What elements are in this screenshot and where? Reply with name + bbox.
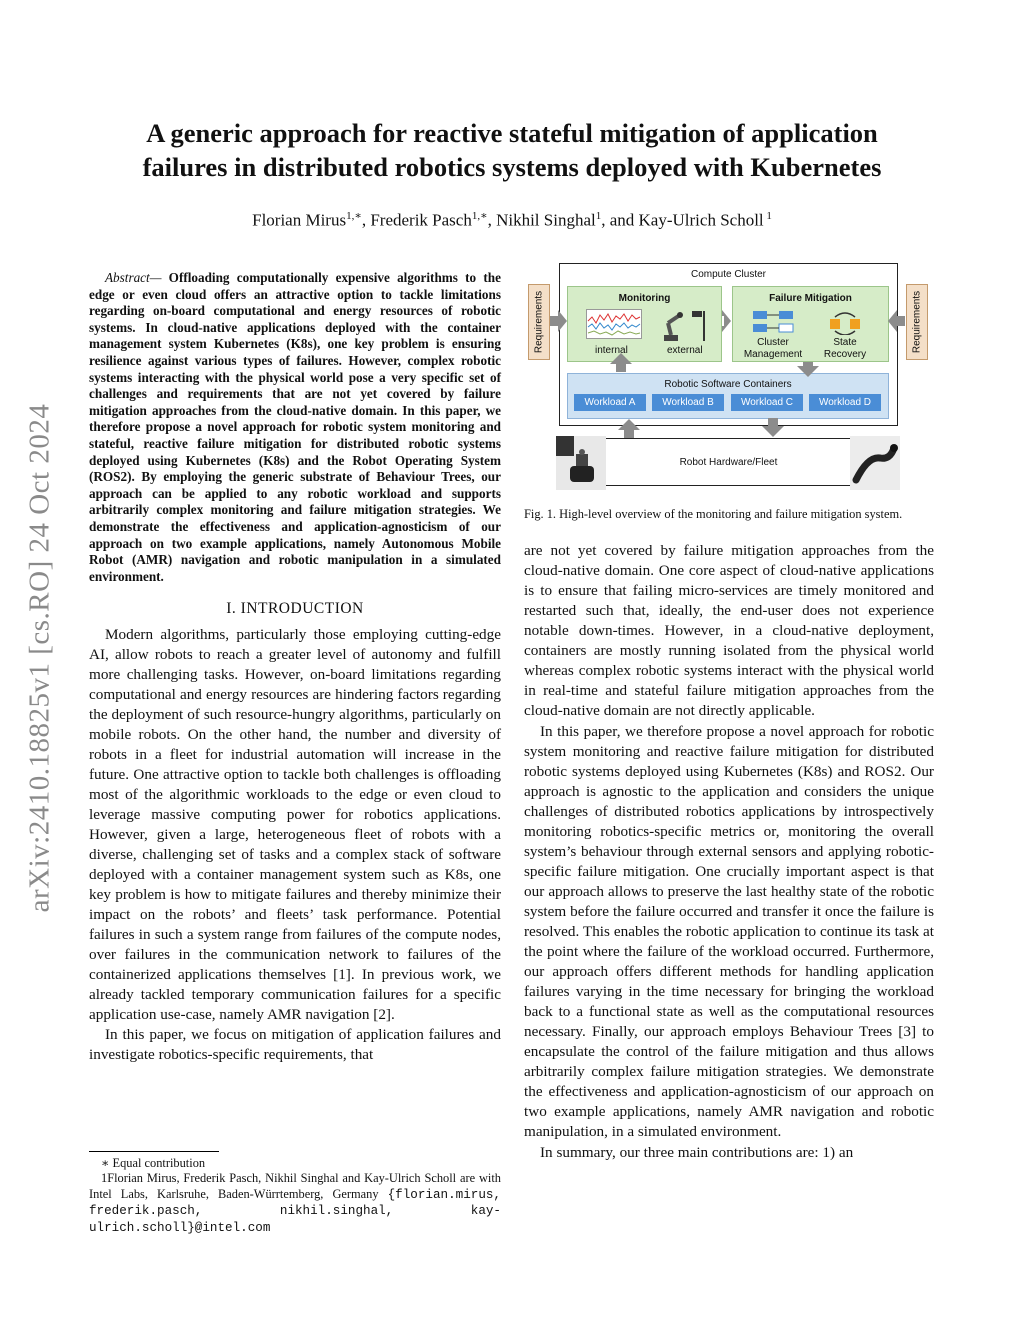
monitoring-label: Monitoring — [618, 293, 671, 304]
failure-mitigation-label: Failure Mitigation — [769, 293, 852, 304]
workload-d: Workload D — [809, 394, 881, 411]
author-affiliation: 1 — [595, 210, 602, 222]
author-separator: , — [361, 210, 371, 230]
arrow-req-right-to-mitigation — [888, 310, 905, 332]
footnote-equal-contribution: ∗ Equal contribution — [101, 1156, 206, 1170]
intro-paragraph-1: Modern algorithms, particularly those employing cutting-edge AI, allow robots to reach a greater level of autonomy and fulfill more challenging tasks. However, on-board limitations regarding computational and energy resources are hindering factors regarding the deployment of such resource-hungry algorithms, particularly on mobile robots. On the other hand, the number and diversity of robots in a fleet for industrial automation will increase in the future. One attractive option to tackle both challenges is offloading most of the algorithmic workloads to the edge or even cloud to leverage massive computing power for robotics applications. However, given a large, heterogeneous fleet of robots with a diverse, challenging set of tasks and a complex stack of software deployed with a container management system such as K8s, one key problem is how to mitigate failures and thereby minimize their impact on the robots’ and fleets’ task performance. Potential failures in such a system range from failures of the compute nodes, over failures in the communication network to failures of the containerized applications themselves [1]. In previous work, we already tackled temporary communication failures for a specific application use-case, namely AMR navigation [2]. — [89, 626, 501, 1024]
author-name: Kay-Ulrich Scholl — [638, 210, 764, 230]
arrow-containers-to-monitoring — [610, 353, 632, 372]
workload-c: Workload C — [731, 394, 803, 411]
robot-hardware-label: Robot Hardware/Fleet — [679, 457, 778, 468]
cluster-management-line-2: Management — [743, 349, 803, 360]
author-name: Frederik Pasch — [370, 210, 472, 230]
footnote-rule — [89, 1151, 219, 1152]
footnote-affiliation-text: 1Florian Mirus, Frederik Pasch, Nikhil Singhal and Kay-Ulrich Scholl are with Intel Labs, Karlsruhe, Baden-Würrtemberg, Germany — [89, 1171, 501, 1201]
requirements-left-label: Requirements — [533, 290, 545, 354]
cluster-management-line-1: Cluster — [757, 337, 789, 348]
arrow-containers-to-hardware — [762, 418, 784, 437]
author-affiliation: 1 — [763, 210, 772, 222]
arxiv-identifier — [0, 0, 70, 1325]
workload-a: Workload A — [574, 394, 646, 411]
internal-label: internal — [595, 345, 628, 356]
compute-cluster-label: Compute Cluster — [690, 269, 767, 280]
footnote-emails: {florian.mirus, frederik.pasch, nikhil.singhal, kay-ulrich.scholl}@intel.com — [89, 1187, 501, 1235]
abstract-lead: Abstract— — [105, 270, 162, 285]
arrow-mitigation-to-containers — [797, 362, 819, 377]
arxiv-id-text: arXiv:2410.18825v1 [cs.RO] 24 Oct 2024 — [23, 403, 56, 913]
arrow-req-left-to-monitoring — [550, 310, 567, 332]
right-paragraph-2: In this paper, we therefore propose a novel approach for robotic system monitoring and reactive failure mitigation for distributed robotic systems deployed using Kubernetes (K8s) and ROS2. Our approach is agnostic to the application and considers the unique challenges of distributed robotics applications by introspectively monitoring robotics-specific metrics or, monitoring the overall system’s behaviour through external sensors and applying robotic-specific failure mitigation. One crucially important aspect is that our approach allows to preserve the last healthy state of the robotic system before the failure occurred and transfer it once the failure is resolved. This enables the robotic application to continue its task at the point where the failure of the workload occurred. Furthermore, our approach offers different methods for handling application failures varying in the time necessary for bringing the workload back to a functional state as well as the computational resources necessary. Finally, our approach employs Behaviour Trees [3] to encapsulate the control of the failure mitigation and thus allows arbitrarily complex failure mitigation strategies. We demonstrate the effectiveness and application-agnosticism of our approach on two example applications, namely AMR navigation and robotic manipulation, in a simulated environment. — [524, 723, 934, 1140]
figure-caption: Fig. 1. High-level overview of the monitoring and failure mitigation system. — [524, 507, 903, 521]
paper-title — [100, 116, 924, 184]
author-name: Florian Mirus — [252, 210, 347, 230]
external-label: external — [667, 345, 703, 356]
author-separator: , — [487, 210, 497, 230]
author-name: Nikhil Singhal — [496, 210, 596, 230]
author-affiliation: 1,∗ — [346, 210, 362, 222]
author-list — [100, 209, 924, 231]
footnote-affiliation — [89, 1171, 501, 1236]
left-column — [89, 270, 501, 1065]
right-column — [524, 541, 934, 1163]
abstract-body: Offloading computationally expensive algorithms to the edge or even cloud offers an attractive option to tackle limitations regarding on-board computational and energy resources of robotic systems. In cloud-native applications deployed with the container management system Kubernetes (K8s), one key problem is ensuring resilience against various types of failures. However, complex robotic systems interacting with the physical world pose a very specific set of challenges and requirements that are not yet covered by failure mitigation approaches from the cloud-native domain. In this paper, we therefore propose a novel approach for robotic system monitoring and stateful, reactive failure mitigation for distributed robotic systems deployed using Kubernetes (K8s) and the Robot Operating System (ROS2). By employing the generic substrate of Behaviour Trees, our approach can be applied to any robotic workload and supports arbitrarily complex monitoring and failure mitigation strategies. We demonstrate the effectiveness and application-agnosticism of our approach on two example applications, namely Autonomous Mobile Robot (AMR) navigation and robotic manipulation in a simulated environment. — [89, 270, 501, 584]
requirements-right-label: Requirements — [911, 290, 923, 354]
state-recovery-line-2: Recovery — [823, 349, 867, 360]
workload-b: Workload B — [652, 394, 724, 411]
section-heading: I. INTRODUCTION — [226, 600, 364, 618]
intro-paragraph-2: In this paper, we focus on mitigation of application failures and investigate robotics-specific requirements, that — [89, 1026, 501, 1064]
arrow-hardware-to-containers — [618, 419, 640, 438]
author-affiliation: 1,∗ — [471, 210, 488, 222]
containers-label: Robotic Software Containers — [664, 379, 792, 390]
title-line-1: A generic approach for reactive stateful mitigation of application — [146, 118, 878, 148]
right-paragraph-1: are not yet covered by failure mitigation approaches from the cloud-native domain. One core aspect of cloud-native applications is to ensure that failing micro-services are timely monitored and restarted such that, ideally, the end-user does not experience notable down-times. However, in a cloud-native deployment, containers are mostly running isolated from the physical world whereas complex robotic systems interact with the physical world in real-time and stateful failure mitigation approaches from the cloud-native domain are not directly applicable. — [524, 542, 934, 719]
figure-arrows — [520, 260, 940, 500]
right-paragraph-3: In summary, our three main contributions are: 1) an — [540, 1144, 854, 1161]
author-separator: , and — [601, 210, 639, 230]
abstract — [89, 270, 501, 585]
title-line-2: failures in distributed robotics systems deployed with Kubernetes — [142, 152, 882, 182]
footnotes — [89, 1151, 501, 1236]
state-recovery-line-1: State — [833, 337, 857, 348]
arrow-monitoring-to-mitigation — [722, 310, 731, 332]
